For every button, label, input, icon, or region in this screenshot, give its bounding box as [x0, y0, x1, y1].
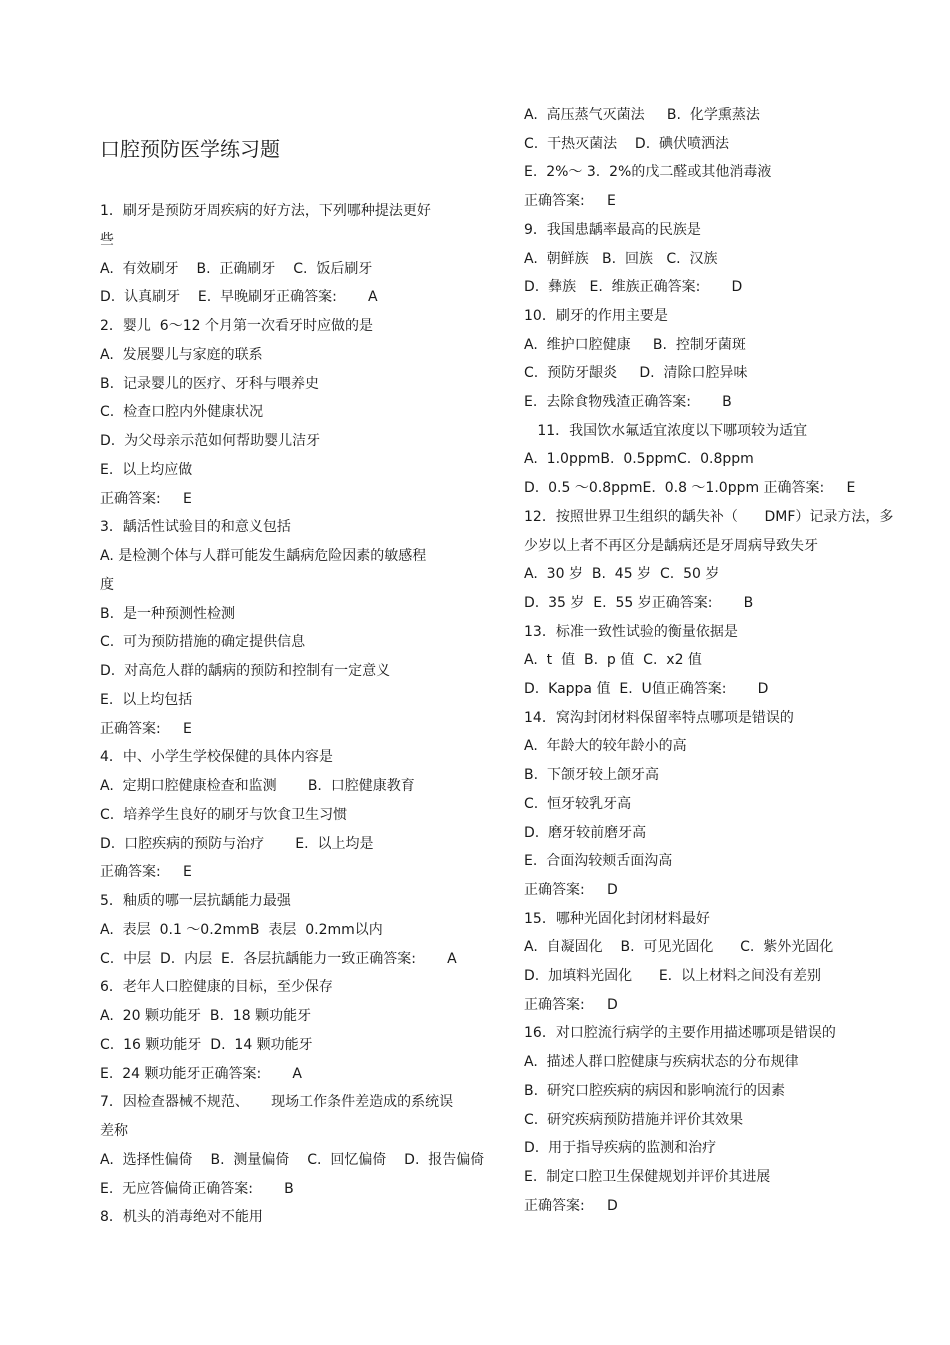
text-line: A. 表层 0.1 ～0.2mmB 表层 0.2mm以内 — [100, 921, 383, 938]
text-line: D. 为父母亲示范如何帮助婴儿洁牙 — [100, 433, 321, 449]
text-line: 正确答案: E — [100, 720, 192, 737]
text-line: D. 加填料光固化 E. 以上材料之间没有差别 — [524, 968, 822, 984]
text-line: A. t 值 B. p 值 C. x2 值 — [524, 652, 702, 669]
text-line: 11．我国饮水氟适宜浓度以下哪项较为适宜 — [524, 422, 808, 439]
text-line: 正确答案: E — [100, 490, 192, 507]
text-line: 些 — [100, 231, 114, 248]
text-line: C. 可为预防措施的确定提供信息 — [100, 634, 306, 651]
text-line: D. 0.5 ～0.8ppmE. 0.8 ～1.0ppm 正确答案: E — [524, 480, 856, 497]
text-line: 2．婴儿 6～12 个月第一次看牙时应做的是 — [100, 318, 373, 334]
text-line: D. 用于指导疾病的监测和治疗 — [524, 1140, 717, 1157]
text-line: 正确答案: E — [524, 193, 616, 210]
text-line: A. 有效刷牙 B. 正确刷牙 C. 饭后刷牙 — [100, 260, 373, 277]
text-line: A. 朝鲜族 B. 回族 C. 汉族 — [524, 250, 718, 267]
text-line: 5．釉质的哪一层抗龋能力最强 — [100, 893, 291, 909]
text-line: A. 选择性偏倚 B. 测量偏倚 C. 回忆偏倚 D. 报告偏倚 — [100, 1151, 485, 1168]
text-line: D. 口腔疾病的预防与治疗 E. 以上均是 — [100, 835, 374, 852]
text-line: C. 恒牙较乳牙高 — [524, 795, 632, 812]
text-line: A. 定期口腔健康检查和监测 B. 口腔健康教育 — [100, 778, 415, 794]
text-line: E. 24 颗功能牙正确答案: A — [100, 1065, 302, 1082]
text-line: A. 高压蒸气灭菌法 B. 化学熏蒸法 — [524, 107, 760, 123]
text-line: 13．标准一致性试验的衡量依据是 — [524, 623, 738, 640]
text-line: 7．因检查器械不规范、 现场工作条件差造成的系统误 — [100, 1094, 454, 1111]
text-line: 10．刷牙的作用主要是 — [524, 307, 668, 324]
text-line: A. 30 岁 B. 45 岁 C. 50 岁 — [524, 566, 720, 583]
text-line: 16．对口腔流行病学的主要作用描述哪项是错误的 — [524, 1025, 836, 1042]
text-line: E. 制定口腔卫生保健规划并评价其进展 — [524, 1168, 771, 1185]
text-line: 少岁以上者不再区分是龋病还是牙周病导致失牙 — [524, 537, 818, 554]
text-line: A. 20 颗功能牙 B. 18 颗功能牙 — [100, 1008, 312, 1024]
text-line: 15．哪种光固化封闭材料最好 — [524, 910, 710, 927]
text-line: A. 发展婴儿与家庭的联系 — [100, 346, 263, 363]
text-line: B. 研究口腔疾病的病因和影响流行的因素 — [524, 1082, 785, 1099]
text-line: C. 干热灭菌法 D. 碘伏喷洒法 — [524, 135, 730, 152]
text-line: C. 培养学生良好的刷牙与饮食卫生习惯 — [100, 806, 348, 823]
text-line: D. 彝族 E. 维族正确答案: D — [524, 279, 743, 296]
text-line: B. 下颌牙较上颌牙高 — [524, 767, 659, 784]
text-line: A. 年龄大的较年龄小的高 — [524, 738, 687, 755]
text-line: D. Kappa 值 E. U值正确答案: D — [524, 681, 769, 697]
text-line: 14．窝沟封闭材料保留率特点哪项是错误的 — [524, 709, 794, 726]
text-line: 8．机头的消毒绝对不能用 — [100, 1209, 263, 1226]
text-line: E. 去除食物残渣正确答案: B — [524, 394, 732, 410]
text-line: B. 记录婴儿的医疗、牙科与喂养史 — [100, 375, 319, 392]
text-line: D. 35 岁 E. 55 岁正确答案: B — [524, 594, 754, 611]
text-line: 正确答案: D — [524, 1197, 618, 1214]
text-line: A. 是检测个体与人群可能发生龋病危险因素的敏感程 — [100, 548, 427, 564]
text-line: E. 以上均应做 — [100, 461, 193, 478]
text-line: A. 自凝固化 B. 可见光固化 C. 紫外光固化 — [524, 939, 834, 956]
text-line: C. 检查口腔内外健康状况 — [100, 404, 264, 421]
text-line: 3．龋活性试验目的和意义包括 — [100, 519, 291, 536]
text-line: C. 中层 D. 内层 E. 各层抗龋能力一致正确答案: A — [100, 950, 457, 967]
page-title: 口腔预防医学练习题 — [100, 137, 280, 161]
text-line: C. 预防牙龈炎 D. 清除口腔异味 — [524, 365, 748, 382]
text-line: B. 是一种预测性检测 — [100, 605, 235, 622]
text-line: C. 16 颗功能牙 D. 14 颗功能牙 — [100, 1036, 313, 1053]
text-line: E. 以上均包括 — [100, 691, 193, 708]
text-line: D. 认真刷牙 E. 早晚刷牙正确答案: A — [100, 289, 378, 306]
text-line: A. 1.0ppmB. 0.5ppmC. 0.8ppm — [524, 451, 754, 468]
text-line: D. 对高危人群的龋病的预防和控制有一定意义 — [100, 663, 391, 679]
text-line: A. 描述人群口腔健康与疾病状态的分布规律 — [524, 1054, 799, 1071]
text-line: E. 2%～ 3. 2%的戊二醛或其他消毒液 — [524, 164, 772, 181]
text-line: 正确答案: D — [524, 881, 618, 898]
text-line: 差称 — [100, 1123, 128, 1139]
text-line: 9．我国患龋率最高的民族是 — [524, 221, 701, 238]
text-line: 12．按照世界卫生组织的龋失补（ DMF）记录方法，多 — [524, 508, 894, 525]
text-line: 4．中、小学生学校保健的具体内容是 — [100, 749, 333, 766]
text-line: 正确答案: E — [100, 864, 192, 881]
text-line: D. 磨牙较前磨牙高 — [524, 824, 647, 841]
text-line: 度 — [100, 576, 114, 593]
text-line: 1．刷牙是预防牙周疾病的好方法，下列哪种提法更好 — [100, 203, 431, 219]
text-line: E. 合面沟较颊舌面沟高 — [524, 853, 673, 870]
text-line: E. 无应答偏倚正确答案: B — [100, 1180, 294, 1197]
text-line: A. 维护口腔健康 B. 控制牙菌斑 — [524, 336, 746, 353]
text-line: C. 研究疾病预防措施并评价其效果 — [524, 1111, 744, 1128]
text-line: 正确答案: D — [524, 996, 618, 1013]
text-line: 6．老年人口腔健康的目标，至少保存 — [100, 979, 333, 996]
